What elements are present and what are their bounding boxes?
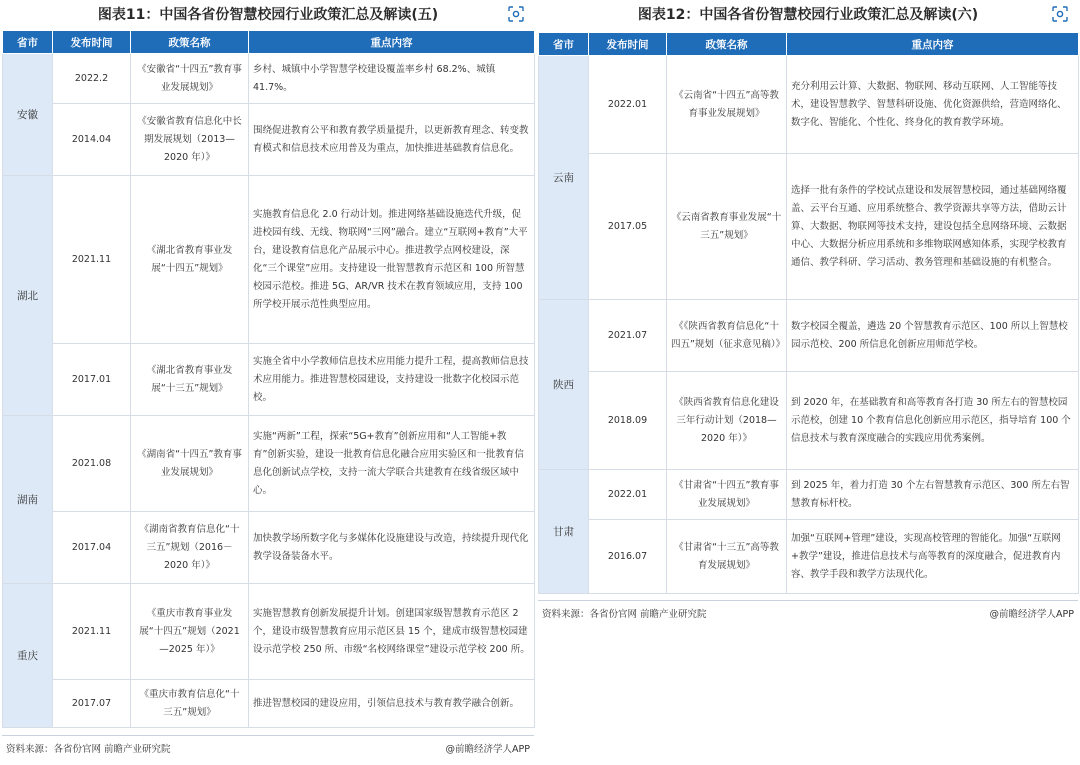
- content-cell: 到 2025 年，着力打造 30 个左右智慧教育示范区、300 所左右智慧教育标杆校。: [787, 470, 1079, 520]
- header-key-content: 重点内容: [787, 33, 1079, 56]
- date-cell: 2021.11: [53, 584, 131, 680]
- policy-name-cell: 《湖北省教育事业发展“十四五”规划》: [131, 176, 249, 344]
- table-row: [539, 154, 1079, 300]
- right-panel: [536, 0, 1080, 636]
- scan-icon[interactable]: [1052, 6, 1068, 22]
- header-province: 省市: [3, 31, 53, 54]
- table-row: [539, 470, 1079, 520]
- province-cell: 甘肃: [539, 470, 589, 594]
- table-row: [3, 680, 535, 728]
- date-cell: 2022.2: [53, 54, 131, 104]
- date-cell: 2022.01: [589, 56, 667, 154]
- policy-name-cell: 《湖北省教育事业发展“十三五”规划》: [131, 344, 249, 416]
- content-cell: 围绕促进教育公平和教育教学质量提升，以更新教育理念、转变教育模式和信息技术应用普及为重点，加快推进基础教育信息化。: [249, 104, 535, 176]
- policy-name-cell: 《湖南省教育信息化“十三五”规划（2016－2020 年）》: [131, 512, 249, 584]
- date-cell: 2017.01: [53, 344, 131, 416]
- province-cell: 重庆: [3, 584, 53, 728]
- brand-credit: @前瞻经济学人APP: [445, 744, 530, 755]
- content-cell: 加快教学场所数字化与多媒体化设施建设与改造，持续提升现代化教学设备装备水平。: [249, 512, 535, 584]
- content-cell: 加强“互联网+管理”建设，实现高校管理的智能化。加强“互联网+教学”建设，推进信息技术与高等教育的深度融合，促进教育内容、教学手段和教学方法现代化。: [787, 520, 1079, 594]
- province-cell: 陕西: [539, 300, 589, 470]
- table-row: [3, 104, 535, 176]
- policy-name-cell: 《云南省教育事业发展“十三五”规划》: [667, 154, 787, 300]
- content-cell: 充分利用云计算、大数据、物联网、移动互联网、人工智能等技术，建设智慧教学、智慧科研设施、优化资源供给，营造网络化、数字化、智能化、个性化、终身化的教育教学环境。: [787, 56, 1079, 154]
- content-cell: 实施智慧教育创新发展提升计划。创建国家级智慧教育示范区 2 个，建设市级智慧教育应用示范区县 15 个，建成市级智慧校园建设示范学校 250 所、市级“名校网络课堂”建设示范学校 200 所。: [249, 584, 535, 680]
- content-cell: 乡村、城镇中小学智慧学校建设覆盖率乡村 68.2%、城镇 41.7%。: [249, 54, 535, 104]
- content-cell: 实施教育信息化 2.0 行动计划。推进网络基础设施迭代升级，促进校园有线、无线、物联网“三网”融合。建立“互联网+教育”大平台，建设教育信息化产品展示中心。推进教学点网校建设，深化“三个课堂”应用。支持建设一批智慧教育示范区和 100 所智慧校园示范校。推进 5G、AR/VR 技术在教育领域应用，支持 100 所学校开展示范性典型应用。: [249, 176, 535, 344]
- table-row: [3, 176, 535, 344]
- table-row: [3, 54, 535, 104]
- header-policy-name: 政策名称: [667, 33, 787, 56]
- policy-name-cell: 《湖南省“十四五”教育事业发展规划》: [131, 416, 249, 512]
- date-cell: 2017.04: [53, 512, 131, 584]
- content-cell: 实施“两新”工程，探索“5G+教育”创新应用和“人工智能+教育”创新实验，建设一批教育信息化融合应用实验区和一批教育信息化创新试点学校，支持一流大学联合共建教育在线省级区域中心。: [249, 416, 535, 512]
- left-title-bar: [0, 0, 536, 30]
- content-cell: 推进智慧校园的建设应用，引领信息技术与教育教学融合创新。: [249, 680, 535, 728]
- table-header-row: [539, 33, 1079, 56]
- table-row: [3, 512, 535, 584]
- table-row: [3, 584, 535, 680]
- header-date: 发布时间: [589, 33, 667, 56]
- header-date: 发布时间: [53, 31, 131, 54]
- date-cell: 2017.05: [589, 154, 667, 300]
- date-cell: 2022.01: [589, 470, 667, 520]
- table-row: [539, 520, 1079, 594]
- content-cell: 选择一批有条件的学校试点建设和发展智慧校园，通过基础网络覆盖、云平台互通、应用系统整合、教学资源共享等方法，借助云计算、大数据、物联网等技术支持，建设包括全息网络环境、云数据中心、大数据分析应用系统和多维物联网感知体系，实现学校教育通信、教学科研、学习活动、教务管理和基础设施的有机整合。: [787, 154, 1079, 300]
- date-cell: 2021.07: [589, 300, 667, 372]
- header-key-content: 重点内容: [249, 31, 535, 54]
- province-cell: 安徽: [3, 54, 53, 176]
- brand-credit: @前瞻经济学人APP: [989, 609, 1074, 620]
- date-cell: 2017.07: [53, 680, 131, 728]
- table-row: [539, 300, 1079, 372]
- table-row: [3, 344, 535, 416]
- table-header-row: [3, 31, 535, 54]
- source-text: 资料来源：各省份官网 前瞻产业研究院: [6, 744, 171, 755]
- policy-name-cell: 《云南省“十四五”高等教育事业发展规划》: [667, 56, 787, 154]
- policy-name-cell: 《安徽省教育信息化中长期发展规划（2013—2020 年）》: [131, 104, 249, 176]
- date-cell: 2016.07: [589, 520, 667, 594]
- date-cell: 2018.09: [589, 372, 667, 470]
- source-text: 资料来源：各省份官网 前瞻产业研究院: [542, 609, 707, 620]
- table-row: [539, 372, 1079, 470]
- date-cell: 2014.04: [53, 104, 131, 176]
- source-divider: [538, 600, 1078, 601]
- province-cell: 云南: [539, 56, 589, 300]
- date-cell: 2021.11: [53, 176, 131, 344]
- source-divider: [2, 735, 534, 736]
- content-cell: 数字校园全覆盖，遴选 20 个智慧教育示范区、100 所以上智慧校园示范校、200 所信息化创新应用师范学校。: [787, 300, 1079, 372]
- header-province: 省市: [539, 33, 589, 56]
- policy-name-cell: 《重庆市教育信息化“十三五”规划》: [131, 680, 249, 728]
- scan-icon[interactable]: [508, 6, 524, 22]
- left-policy-table: [2, 30, 535, 728]
- content-cell: 到 2020 年，在基础教育和高等教育各打造 30 所左右的智慧校园示范校，创建 10 个教育信息化创新应用示范区，指导培育 100 个信息技术与教育深度融合的实践应用优秀案例。: [787, 372, 1079, 470]
- right-title: 图表12：中国各省份智慧校园行业政策汇总及解读(六): [637, 7, 979, 23]
- right-title-bar: [536, 0, 1080, 30]
- province-cell: 湖北: [3, 176, 53, 416]
- policy-name-cell: 《陕西省教育信息化建设三年行动计划（2018—2020 年）》: [667, 372, 787, 470]
- left-panel: [0, 0, 536, 765]
- date-cell: 2021.08: [53, 416, 131, 512]
- table-row: [3, 416, 535, 512]
- policy-name-cell: 《《陕西省教育信息化“十四五”规划（征求意见稿）》: [667, 300, 787, 372]
- province-cell: 湖南: [3, 416, 53, 584]
- policy-name-cell: 《甘肃省“十四五”教育事业发展规划》: [667, 470, 787, 520]
- header-policy-name: 政策名称: [131, 31, 249, 54]
- content-cell: 实施全省中小学教师信息技术应用能力提升工程，提高教师信息技术应用能力。推进智慧校园建设，支持建设一批数字化校园示范校。: [249, 344, 535, 416]
- policy-name-cell: 《安徽省“十四五”教育事业发展规划》: [131, 54, 249, 104]
- right-policy-table: [538, 32, 1079, 594]
- policy-name-cell: 《重庆市教育事业发展“十四五”规划（2021—2025 年）》: [131, 584, 249, 680]
- table-row: [539, 56, 1079, 154]
- policy-name-cell: 《甘肃省“十三五”高等教育发展规划》: [667, 520, 787, 594]
- left-title: 图表11：中国各省份智慧校园行业政策汇总及解读(五): [97, 7, 439, 23]
